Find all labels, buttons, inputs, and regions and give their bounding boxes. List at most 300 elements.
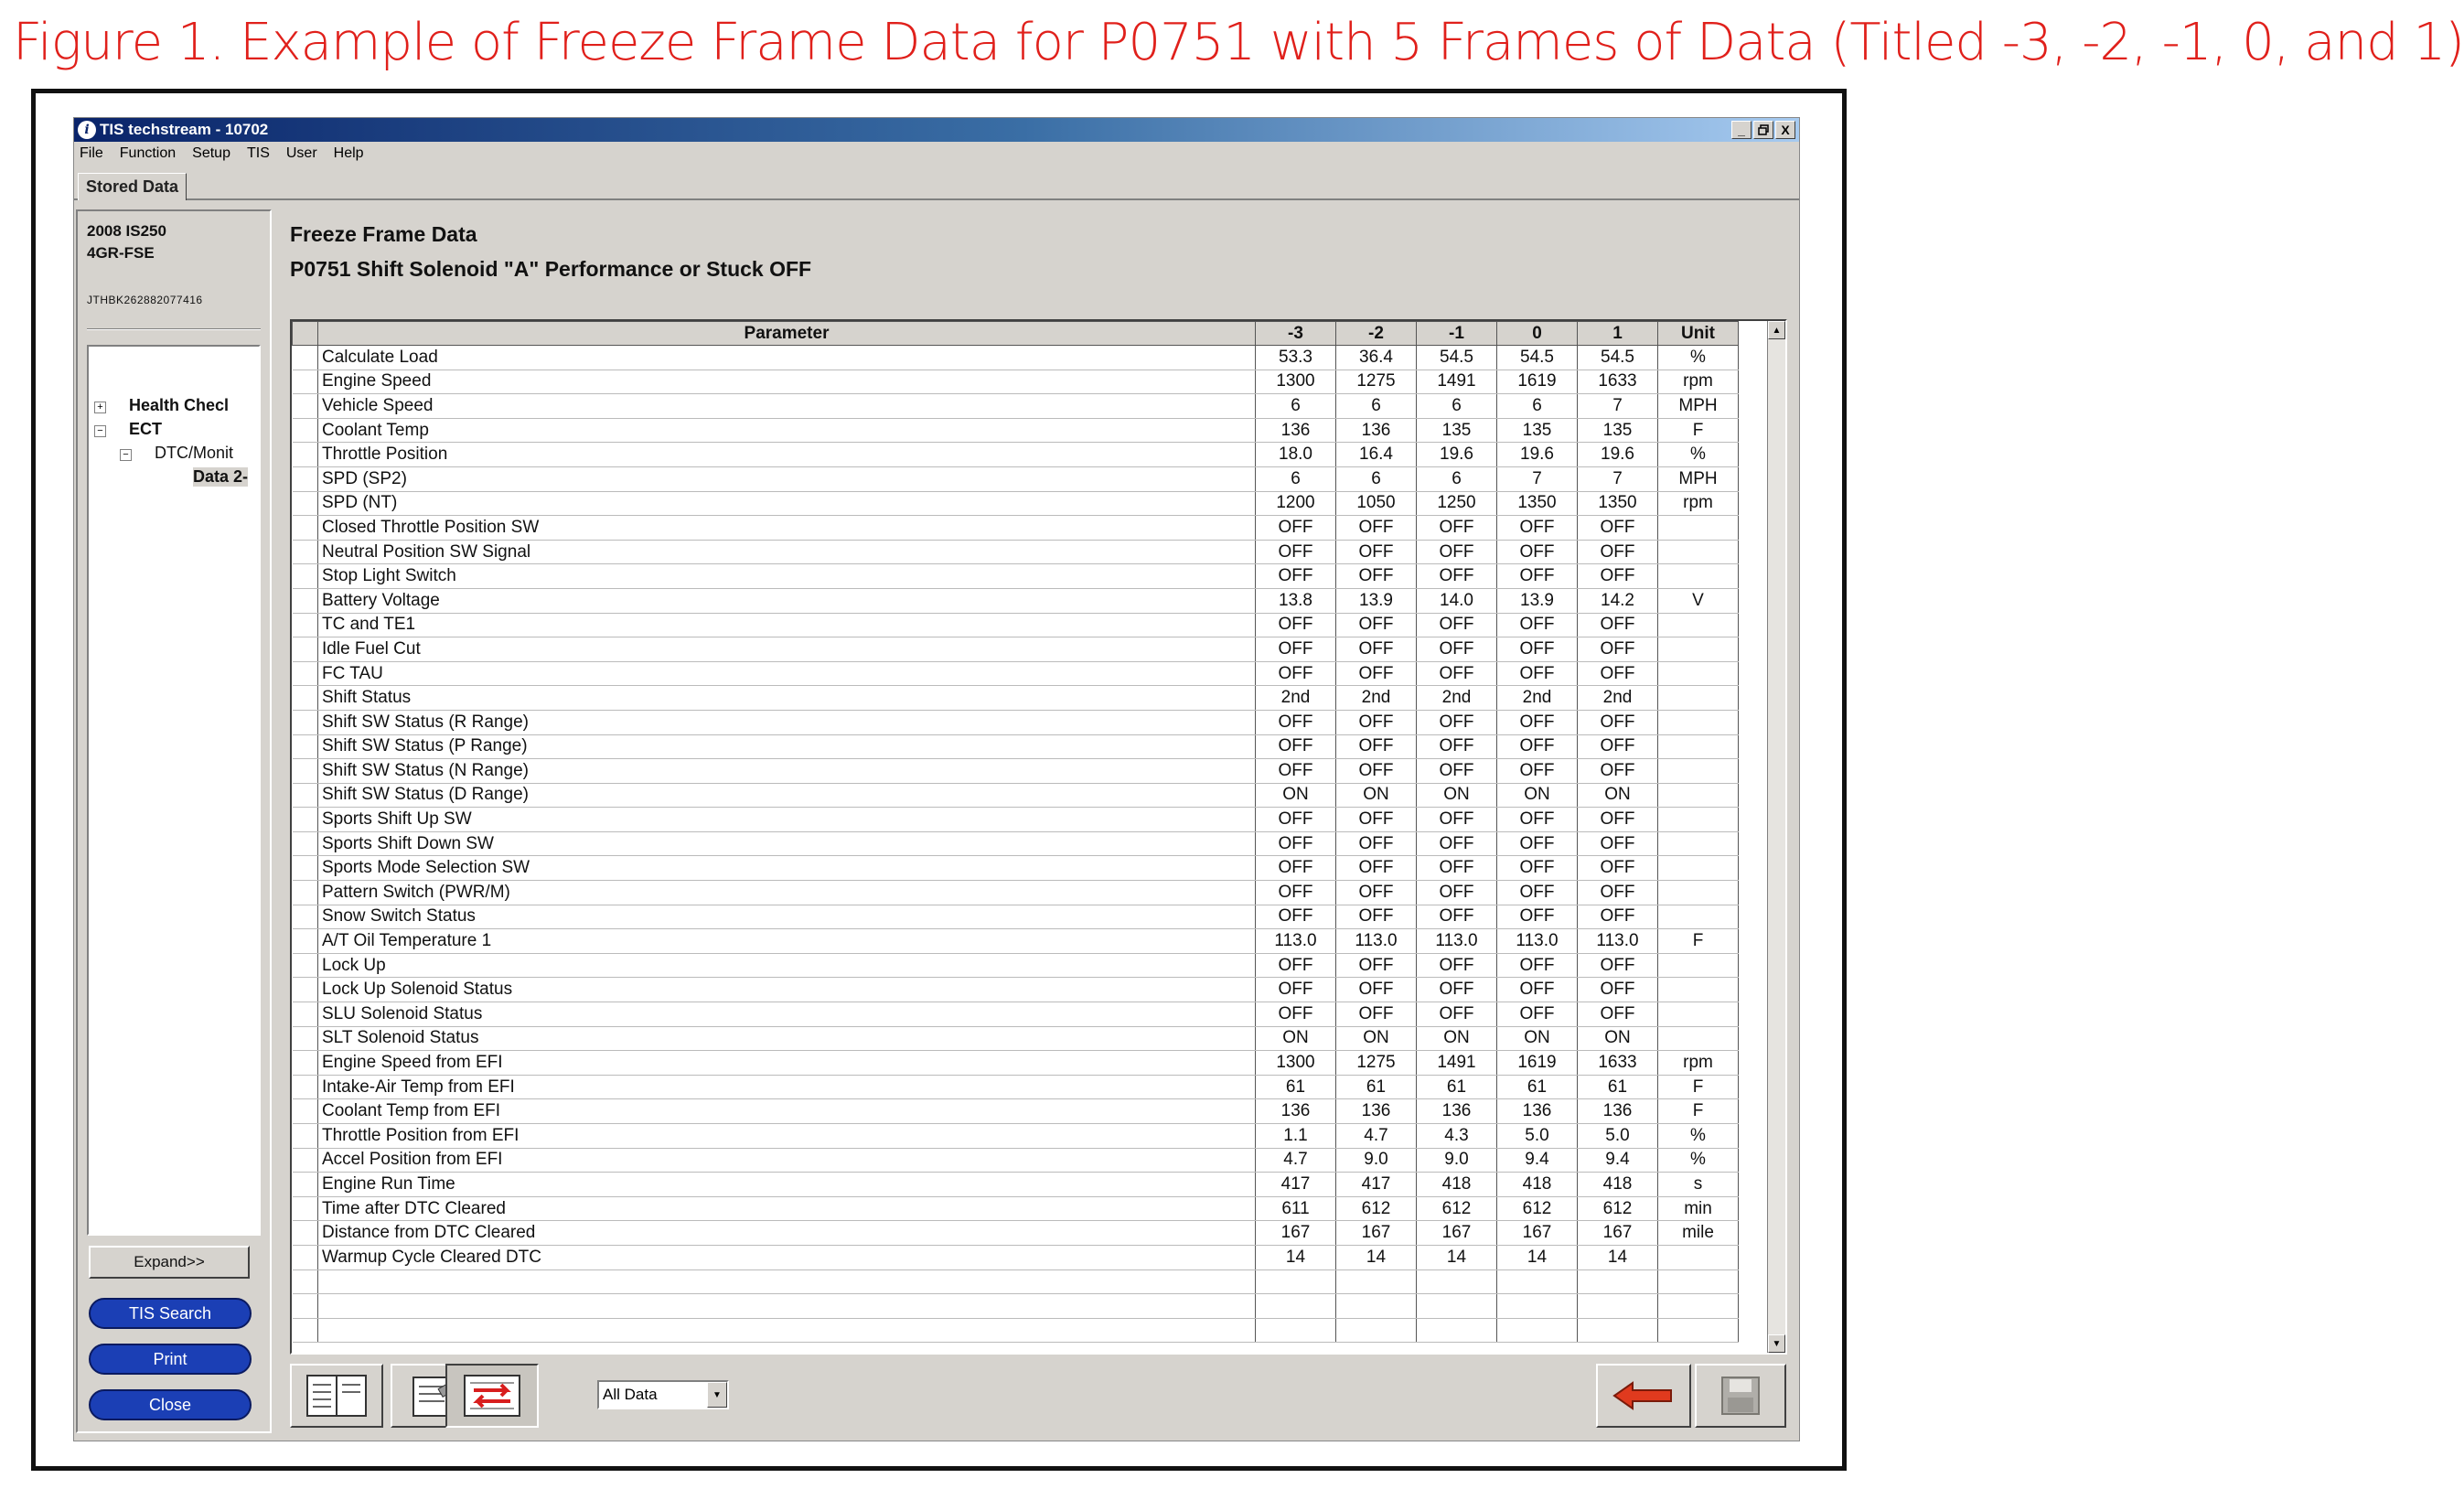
value-cell: OFF — [1578, 953, 1658, 978]
close-button[interactable]: Close — [89, 1389, 252, 1420]
value-cell: OFF — [1336, 856, 1417, 881]
value-cell: 6 — [1336, 466, 1417, 491]
value-cell: OFF — [1578, 881, 1658, 905]
unit-cell — [1658, 953, 1739, 978]
split-view-button[interactable] — [290, 1364, 383, 1428]
freeze-frame-table — [292, 321, 1739, 1343]
value-cell: 4.7 — [1256, 1148, 1336, 1173]
data-filter-dropdown[interactable] — [597, 1380, 729, 1409]
parameter-cell: TC and TE1 — [318, 613, 1256, 637]
table-row[interactable] — [293, 1026, 1739, 1051]
row-header-cell[interactable] — [293, 1294, 318, 1319]
value-cell: 14.0 — [1417, 588, 1497, 613]
row-header-cell[interactable] — [293, 1221, 318, 1246]
value-cell: OFF — [1417, 881, 1497, 905]
menu-file[interactable]: File — [80, 145, 103, 161]
value-cell: 136 — [1578, 1099, 1658, 1124]
value-cell: OFF — [1497, 831, 1578, 856]
row-header-cell[interactable] — [293, 661, 318, 686]
parameter-cell: Warmup Cycle Cleared DTC — [318, 1245, 1256, 1269]
row-header-cell[interactable] — [293, 881, 318, 905]
value-cell: 13.9 — [1497, 588, 1578, 613]
value-cell: 167 — [1497, 1221, 1578, 1246]
table-row[interactable] — [293, 1245, 1739, 1269]
row-header-corner — [293, 322, 318, 346]
restore-icon — [1758, 124, 1769, 135]
table-row[interactable] — [293, 370, 1739, 394]
parameter-cell: Neutral Position SW Signal — [318, 540, 1256, 564]
parameter-cell: Sports Mode Selection SW — [318, 856, 1256, 881]
value-cell — [1417, 1318, 1497, 1343]
value-cell: OFF — [1336, 978, 1417, 1002]
column-header[interactable]: Unit — [1658, 322, 1739, 346]
value-cell: OFF — [1256, 881, 1336, 905]
value-cell: 5.0 — [1578, 1124, 1658, 1149]
table-row[interactable] — [293, 491, 1739, 516]
value-cell: 16.4 — [1336, 443, 1417, 467]
tree-item-data[interactable]: Data 2- — [193, 467, 249, 486]
value-cell: OFF — [1417, 710, 1497, 734]
parameter-cell: Engine Run Time — [318, 1173, 1256, 1197]
value-cell: OFF — [1417, 661, 1497, 686]
table-row[interactable] — [293, 394, 1739, 419]
parameter-cell: Shift SW Status (P Range) — [318, 734, 1256, 759]
menu-function[interactable]: Function — [119, 145, 177, 161]
parameter-cell: Shift SW Status (R Range) — [318, 710, 1256, 734]
value-cell: 19.6 — [1578, 443, 1658, 467]
row-header-cell[interactable] — [293, 856, 318, 881]
row-header-cell[interactable] — [293, 929, 318, 954]
collapse-minus-icon[interactable]: − — [94, 425, 106, 437]
vertical-scrollbar[interactable] — [1767, 321, 1785, 1353]
value-cell: 9.0 — [1336, 1148, 1417, 1173]
table-row[interactable] — [293, 710, 1739, 734]
value-cell: 2nd — [1417, 686, 1497, 711]
parameter-cell: Calculate Load — [318, 346, 1256, 370]
bottom-toolbar — [290, 1364, 1787, 1428]
value-cell: 113.0 — [1417, 929, 1497, 954]
row-header-cell[interactable] — [293, 734, 318, 759]
value-cell: 14 — [1336, 1245, 1417, 1269]
table-row[interactable] — [293, 637, 1739, 662]
unit-cell — [1658, 661, 1739, 686]
tab-stored-data[interactable]: Stored Data — [78, 173, 187, 200]
unit-cell — [1658, 686, 1739, 711]
table-row[interactable] — [293, 588, 1739, 613]
value-cell: 14 — [1256, 1245, 1336, 1269]
value-cell: 4.3 — [1417, 1124, 1497, 1149]
table-row[interactable] — [293, 516, 1739, 541]
row-header-cell[interactable] — [293, 1124, 318, 1149]
unit-cell — [1658, 759, 1739, 784]
value-cell: 113.0 — [1256, 929, 1336, 954]
value-cell — [1256, 1269, 1336, 1294]
table-row[interactable] — [293, 1318, 1739, 1343]
expand-plus-icon[interactable]: + — [94, 402, 106, 413]
column-header[interactable]: 1 — [1578, 322, 1658, 346]
close-window-button[interactable]: X — [1775, 121, 1795, 139]
value-cell: OFF — [1336, 540, 1417, 564]
row-header-cell[interactable] — [293, 1148, 318, 1173]
table-row[interactable] — [293, 905, 1739, 929]
value-cell: 1633 — [1578, 370, 1658, 394]
row-header-cell[interactable] — [293, 1318, 318, 1343]
navigation-tree — [87, 345, 261, 1236]
value-cell — [1578, 1269, 1658, 1294]
value-cell: 418 — [1578, 1173, 1658, 1197]
row-header-cell[interactable] — [293, 564, 318, 589]
value-cell: 1633 — [1578, 1051, 1658, 1076]
value-cell: 61 — [1497, 1075, 1578, 1099]
value-cell: OFF — [1336, 808, 1417, 832]
value-cell: 1300 — [1256, 370, 1336, 394]
column-header[interactable]: -2 — [1336, 322, 1417, 346]
row-header-cell[interactable] — [293, 1075, 318, 1099]
row-header-cell[interactable] — [293, 953, 318, 978]
unit-cell: F — [1658, 1075, 1739, 1099]
row-header-cell[interactable] — [293, 686, 318, 711]
parameter-cell: Closed Throttle Position SW — [318, 516, 1256, 541]
row-header-cell[interactable] — [293, 516, 318, 541]
row-header-cell[interactable] — [293, 613, 318, 637]
unit-cell: F — [1658, 1099, 1739, 1124]
value-cell: OFF — [1417, 564, 1497, 589]
parameter-cell: Accel Position from EFI — [318, 1148, 1256, 1173]
value-cell: 1619 — [1497, 1051, 1578, 1076]
vin-number: JTHBK262882077416 — [87, 294, 203, 306]
value-cell: OFF — [1417, 831, 1497, 856]
value-cell: OFF — [1497, 905, 1578, 929]
save-button[interactable] — [1695, 1364, 1786, 1428]
unit-cell — [1658, 856, 1739, 881]
print-button[interactable]: Print — [89, 1344, 252, 1375]
value-cell: OFF — [1417, 905, 1497, 929]
value-cell: OFF — [1497, 734, 1578, 759]
table-row[interactable] — [293, 1075, 1739, 1099]
column-header[interactable]: Parameter — [318, 322, 1256, 346]
row-header-cell[interactable] — [293, 370, 318, 394]
value-cell: 113.0 — [1497, 929, 1578, 954]
unit-cell: F — [1658, 929, 1739, 954]
value-cell: OFF — [1578, 808, 1658, 832]
row-header-cell[interactable] — [293, 443, 318, 467]
title-bar — [74, 118, 1799, 142]
table-row[interactable] — [293, 564, 1739, 589]
row-header-cell[interactable] — [293, 759, 318, 784]
table-row[interactable] — [293, 808, 1739, 832]
value-cell: 612 — [1417, 1196, 1497, 1221]
parameter-cell: Lock Up Solenoid Status — [318, 978, 1256, 1002]
row-header-cell[interactable] — [293, 905, 318, 929]
parameter-cell: FC TAU — [318, 661, 1256, 686]
row-header-cell[interactable] — [293, 491, 318, 516]
value-cell: OFF — [1256, 1002, 1336, 1027]
value-cell: OFF — [1497, 856, 1578, 881]
row-header-cell[interactable] — [293, 1173, 318, 1197]
value-cell — [1336, 1269, 1417, 1294]
value-cell: 14 — [1578, 1245, 1658, 1269]
row-header-cell[interactable] — [293, 540, 318, 564]
unit-cell — [1658, 881, 1739, 905]
value-cell: 9.4 — [1578, 1148, 1658, 1173]
row-header-cell[interactable] — [293, 394, 318, 419]
value-cell: OFF — [1256, 710, 1336, 734]
value-cell: OFF — [1256, 540, 1336, 564]
table-row[interactable] — [293, 1196, 1739, 1221]
row-header-cell[interactable] — [293, 1002, 318, 1027]
parameter-cell: Stop Light Switch — [318, 564, 1256, 589]
expand-button[interactable]: Expand>> — [89, 1246, 250, 1279]
value-cell: 14 — [1497, 1245, 1578, 1269]
table-row[interactable] — [293, 1294, 1739, 1319]
value-cell: OFF — [1578, 1002, 1658, 1027]
value-cell: OFF — [1578, 540, 1658, 564]
table-row[interactable] — [293, 540, 1739, 564]
minimize-button[interactable]: _ — [1731, 121, 1752, 139]
switch-data-button[interactable] — [445, 1364, 539, 1428]
value-cell: OFF — [1497, 978, 1578, 1002]
table-row[interactable] — [293, 978, 1739, 1002]
table-row[interactable] — [293, 759, 1739, 784]
table-row[interactable] — [293, 1124, 1739, 1149]
row-header-cell[interactable] — [293, 418, 318, 443]
row-header-cell[interactable] — [293, 1245, 318, 1269]
column-header[interactable]: -3 — [1256, 322, 1336, 346]
value-cell: OFF — [1417, 637, 1497, 662]
column-header[interactable]: 0 — [1497, 322, 1578, 346]
value-cell — [1497, 1294, 1578, 1319]
unit-cell — [1658, 540, 1739, 564]
parameter-cell: SPD (SP2) — [318, 466, 1256, 491]
unit-cell — [1658, 613, 1739, 637]
parameter-cell: Sports Shift Up SW — [318, 808, 1256, 832]
row-header-cell[interactable] — [293, 588, 318, 613]
table-row[interactable] — [293, 929, 1739, 954]
unit-cell: V — [1658, 588, 1739, 613]
value-cell: OFF — [1497, 953, 1578, 978]
parameter-cell: Snow Switch Status — [318, 905, 1256, 929]
value-cell: OFF — [1336, 953, 1417, 978]
value-cell: 19.6 — [1417, 443, 1497, 467]
freeze-frame-table-container — [290, 319, 1787, 1355]
row-header-cell[interactable] — [293, 637, 318, 662]
value-cell: 136 — [1256, 1099, 1336, 1124]
row-header-cell[interactable] — [293, 1269, 318, 1294]
table-row[interactable] — [293, 466, 1739, 491]
table-row[interactable] — [293, 1269, 1739, 1294]
menu-help[interactable]: Help — [333, 145, 364, 161]
table-row[interactable] — [293, 443, 1739, 467]
value-cell: 19.6 — [1497, 443, 1578, 467]
unit-cell: MPH — [1658, 394, 1739, 419]
value-cell: OFF — [1336, 637, 1417, 662]
value-cell: 1350 — [1497, 491, 1578, 516]
value-cell: OFF — [1336, 759, 1417, 784]
vehicle-info — [87, 220, 166, 264]
table-row[interactable] — [293, 953, 1739, 978]
row-header-cell[interactable] — [293, 783, 318, 808]
value-cell: OFF — [1417, 978, 1497, 1002]
sidebar-divider — [87, 328, 261, 330]
value-cell: OFF — [1578, 564, 1658, 589]
table-row[interactable] — [293, 734, 1739, 759]
table-row[interactable] — [293, 661, 1739, 686]
value-cell: OFF — [1336, 1002, 1417, 1027]
value-cell: 14 — [1417, 1245, 1497, 1269]
row-header-cell[interactable] — [293, 831, 318, 856]
parameter-cell: SLU Solenoid Status — [318, 1002, 1256, 1027]
table-row[interactable] — [293, 346, 1739, 370]
menu-setup[interactable]: Setup — [192, 145, 230, 161]
maximize-button[interactable] — [1753, 121, 1773, 139]
value-cell: 61 — [1256, 1075, 1336, 1099]
table-row[interactable] — [293, 1002, 1739, 1027]
row-header-cell[interactable] — [293, 1026, 318, 1051]
value-cell: 1275 — [1336, 1051, 1417, 1076]
menu-tis[interactable]: TIS — [246, 145, 270, 161]
parameter-cell: Engine Speed from EFI — [318, 1051, 1256, 1076]
unit-cell — [1658, 1318, 1739, 1343]
tree-item-dtc-monitor[interactable]: DTC/Monit — [155, 444, 234, 462]
parameter-cell: Coolant Temp — [318, 418, 1256, 443]
parameter-cell — [318, 1318, 1256, 1343]
value-cell: 5.0 — [1497, 1124, 1578, 1149]
value-cell: OFF — [1497, 710, 1578, 734]
switch-arrows-icon — [459, 1372, 525, 1419]
value-cell: 417 — [1336, 1173, 1417, 1197]
value-cell: OFF — [1497, 564, 1578, 589]
value-cell: ON — [1417, 1026, 1497, 1051]
value-cell: 13.9 — [1336, 588, 1417, 613]
value-cell: OFF — [1497, 1002, 1578, 1027]
value-cell — [1417, 1294, 1497, 1319]
value-cell: OFF — [1417, 734, 1497, 759]
value-cell: 167 — [1256, 1221, 1336, 1246]
unit-cell — [1658, 1269, 1739, 1294]
table-row[interactable] — [293, 1148, 1739, 1173]
row-header-cell[interactable] — [293, 346, 318, 370]
row-header-cell[interactable] — [293, 710, 318, 734]
menu-user[interactable]: User — [285, 145, 317, 161]
value-cell: OFF — [1256, 856, 1336, 881]
value-cell: OFF — [1256, 637, 1336, 662]
parameter-cell: Time after DTC Cleared — [318, 1196, 1256, 1221]
value-cell: OFF — [1336, 831, 1417, 856]
table-row[interactable] — [293, 1221, 1739, 1246]
value-cell: 167 — [1417, 1221, 1497, 1246]
value-cell: OFF — [1256, 808, 1336, 832]
value-cell: 4.7 — [1336, 1124, 1417, 1149]
tree-item-ect[interactable]: ECT — [129, 420, 162, 438]
unit-cell — [1658, 978, 1739, 1002]
value-cell: 135 — [1578, 418, 1658, 443]
vehicle-model: 2008 IS250 — [87, 222, 166, 240]
value-cell: OFF — [1578, 637, 1658, 662]
value-cell: 135 — [1497, 418, 1578, 443]
collapse-minus-icon[interactable]: − — [120, 449, 132, 461]
value-cell: 18.0 — [1256, 443, 1336, 467]
value-cell: OFF — [1256, 905, 1336, 929]
parameter-cell: A/T Oil Temperature 1 — [318, 929, 1256, 954]
scroll-down-arrow-icon[interactable]: ▼ — [1768, 1334, 1785, 1353]
row-header-cell[interactable] — [293, 808, 318, 832]
value-cell — [1578, 1318, 1658, 1343]
value-cell: 61 — [1336, 1075, 1417, 1099]
value-cell: 6 — [1417, 394, 1497, 419]
table-row[interactable] — [293, 686, 1739, 711]
row-header-cell[interactable] — [293, 978, 318, 1002]
table-row[interactable] — [293, 1051, 1739, 1076]
dropdown-arrow-icon[interactable]: ▼ — [707, 1382, 727, 1408]
tree-item-health-check[interactable]: Health Checl — [129, 396, 230, 414]
value-cell: 136 — [1256, 418, 1336, 443]
table-row[interactable] — [293, 831, 1739, 856]
value-cell: 1491 — [1417, 1051, 1497, 1076]
parameter-cell: Intake-Air Temp from EFI — [318, 1075, 1256, 1099]
row-header-cell[interactable] — [293, 1099, 318, 1124]
value-cell: 54.5 — [1578, 346, 1658, 370]
value-cell: 13.8 — [1256, 588, 1336, 613]
unit-cell: % — [1658, 346, 1739, 370]
value-cell: OFF — [1578, 856, 1658, 881]
value-cell: 418 — [1417, 1173, 1497, 1197]
value-cell: 417 — [1256, 1173, 1336, 1197]
value-cell: OFF — [1256, 831, 1336, 856]
table-row[interactable] — [293, 418, 1739, 443]
table-row[interactable] — [293, 613, 1739, 637]
value-cell: ON — [1336, 1026, 1417, 1051]
row-header-cell[interactable] — [293, 1051, 318, 1076]
table-row[interactable] — [293, 1099, 1739, 1124]
unit-cell: rpm — [1658, 370, 1739, 394]
value-cell: 6 — [1256, 466, 1336, 491]
value-cell: 53.3 — [1256, 346, 1336, 370]
value-cell: OFF — [1256, 759, 1336, 784]
row-header-cell[interactable] — [293, 466, 318, 491]
value-cell: 7 — [1578, 394, 1658, 419]
tis-search-button[interactable]: TIS Search — [89, 1298, 252, 1329]
value-cell: OFF — [1336, 734, 1417, 759]
value-cell: OFF — [1497, 881, 1578, 905]
value-cell — [1578, 1294, 1658, 1319]
table-row[interactable] — [293, 1173, 1739, 1197]
value-cell: 136 — [1497, 1099, 1578, 1124]
value-cell: ON — [1497, 783, 1578, 808]
value-cell: 54.5 — [1497, 346, 1578, 370]
unit-cell: % — [1658, 1148, 1739, 1173]
value-cell: 1275 — [1336, 370, 1417, 394]
value-cell: OFF — [1417, 759, 1497, 784]
value-cell: 418 — [1497, 1173, 1578, 1197]
value-cell: OFF — [1256, 564, 1336, 589]
row-header-cell[interactable] — [293, 1196, 318, 1221]
parameter-cell: Engine Speed — [318, 370, 1256, 394]
table-row[interactable] — [293, 881, 1739, 905]
parameter-cell: Battery Voltage — [318, 588, 1256, 613]
table-row[interactable] — [293, 783, 1739, 808]
scroll-up-arrow-icon[interactable]: ▲ — [1768, 321, 1785, 339]
back-button[interactable] — [1596, 1364, 1691, 1428]
unit-cell — [1658, 734, 1739, 759]
table-row[interactable] — [293, 856, 1739, 881]
value-cell: 612 — [1336, 1196, 1417, 1221]
value-cell: 1300 — [1256, 1051, 1336, 1076]
unit-cell: % — [1658, 443, 1739, 467]
value-cell: OFF — [1578, 710, 1658, 734]
unit-cell: rpm — [1658, 491, 1739, 516]
value-cell: OFF — [1417, 516, 1497, 541]
column-header[interactable]: -1 — [1417, 322, 1497, 346]
